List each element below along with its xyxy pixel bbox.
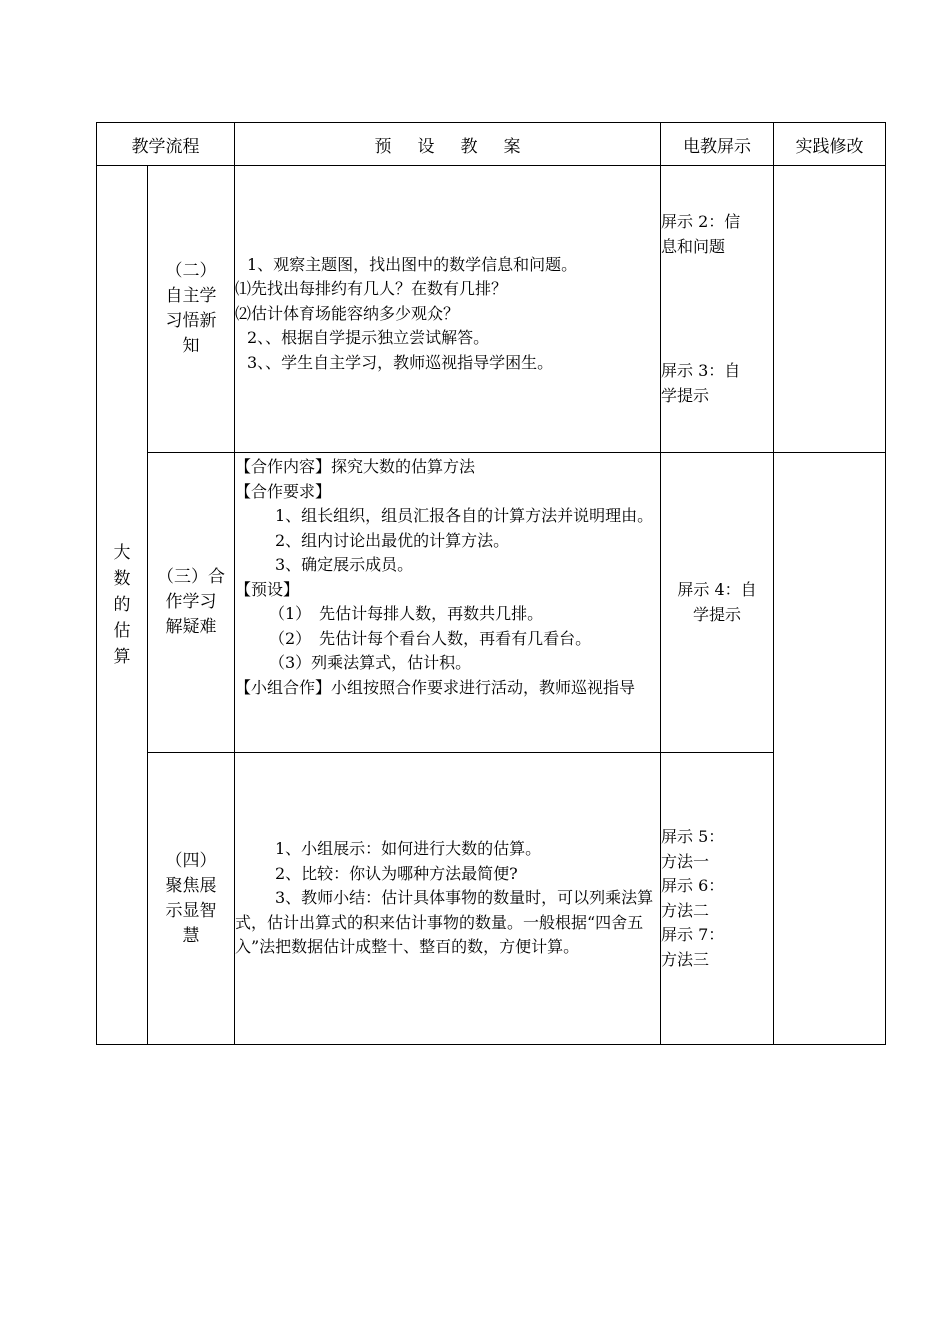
screen-cell-4: 屏示 5： 方法一 屏示 6： 方法二 屏示 7： 方法三 (661, 753, 774, 1045)
header-practice-revision: 实践修改 (774, 123, 886, 166)
lesson-plan-table (96, 122, 886, 1045)
stage-cell-2: （二） 自主学 习悟新 知 (148, 166, 235, 453)
content-cell-3: 【合作内容】探究大数的估算方法 【合作要求】 1、组长组织，组员汇报各自的计算方法并说明理由。 2、组内讨论出最优的计算方法。 3、确定展示成员。 【预设】 （1） 先估计每排人数，再数共几排。 （2） 先估计每个看台人数，再看有几看台。 （3）列乘法算式，估计积。 【小组合作】小组按照合作要求进行活动，教师巡视指导 (235, 453, 661, 753)
section-row-2 (97, 166, 886, 453)
header-preset-plan: 预设教案 (235, 123, 661, 166)
header-screen-display: 电教屏示 (661, 123, 774, 166)
screen-cell-2: 屏示 2：信 息和问题 屏示 3：自 学提示 (661, 166, 774, 453)
header-teaching-flow: 教学流程 (97, 123, 235, 166)
stage-cell-3: （三）合 作学习 解疑难 (148, 453, 235, 753)
section-row-4 (97, 753, 886, 1045)
revision-cell-2 (774, 166, 886, 453)
revision-cell-3 (774, 453, 886, 1045)
topic-cell: 大 数 的 估 算 (97, 166, 148, 1045)
section-row-3 (97, 453, 886, 753)
header-row (97, 123, 886, 166)
screen-cell-3: 屏示 4：自 学提示 (661, 453, 774, 753)
content-cell-2: 1、观察主题图，找出图中的数学信息和问题。 ⑴先找出每排约有几人？在数有几排？ ⑵估计体育场能容纳多少观众？ 2、、根据自学提示独立尝试解答。 3、、学生自主学习，教师巡视指导学困生。 (235, 166, 661, 453)
stage-cell-4: （四） 聚焦展 示显智 慧 (148, 753, 235, 1045)
content-cell-4: 1、小组展示：如何进行大数的估算。 2、比较：你认为哪种方法最简便? 3、教师小结：估计具体事物的数量时，可以列乘法算式，估计出算式的积来估计事物的数量。一般根据“四舍五入”法把数据估计成整十、整百的数，方便计算。 (235, 753, 661, 1045)
